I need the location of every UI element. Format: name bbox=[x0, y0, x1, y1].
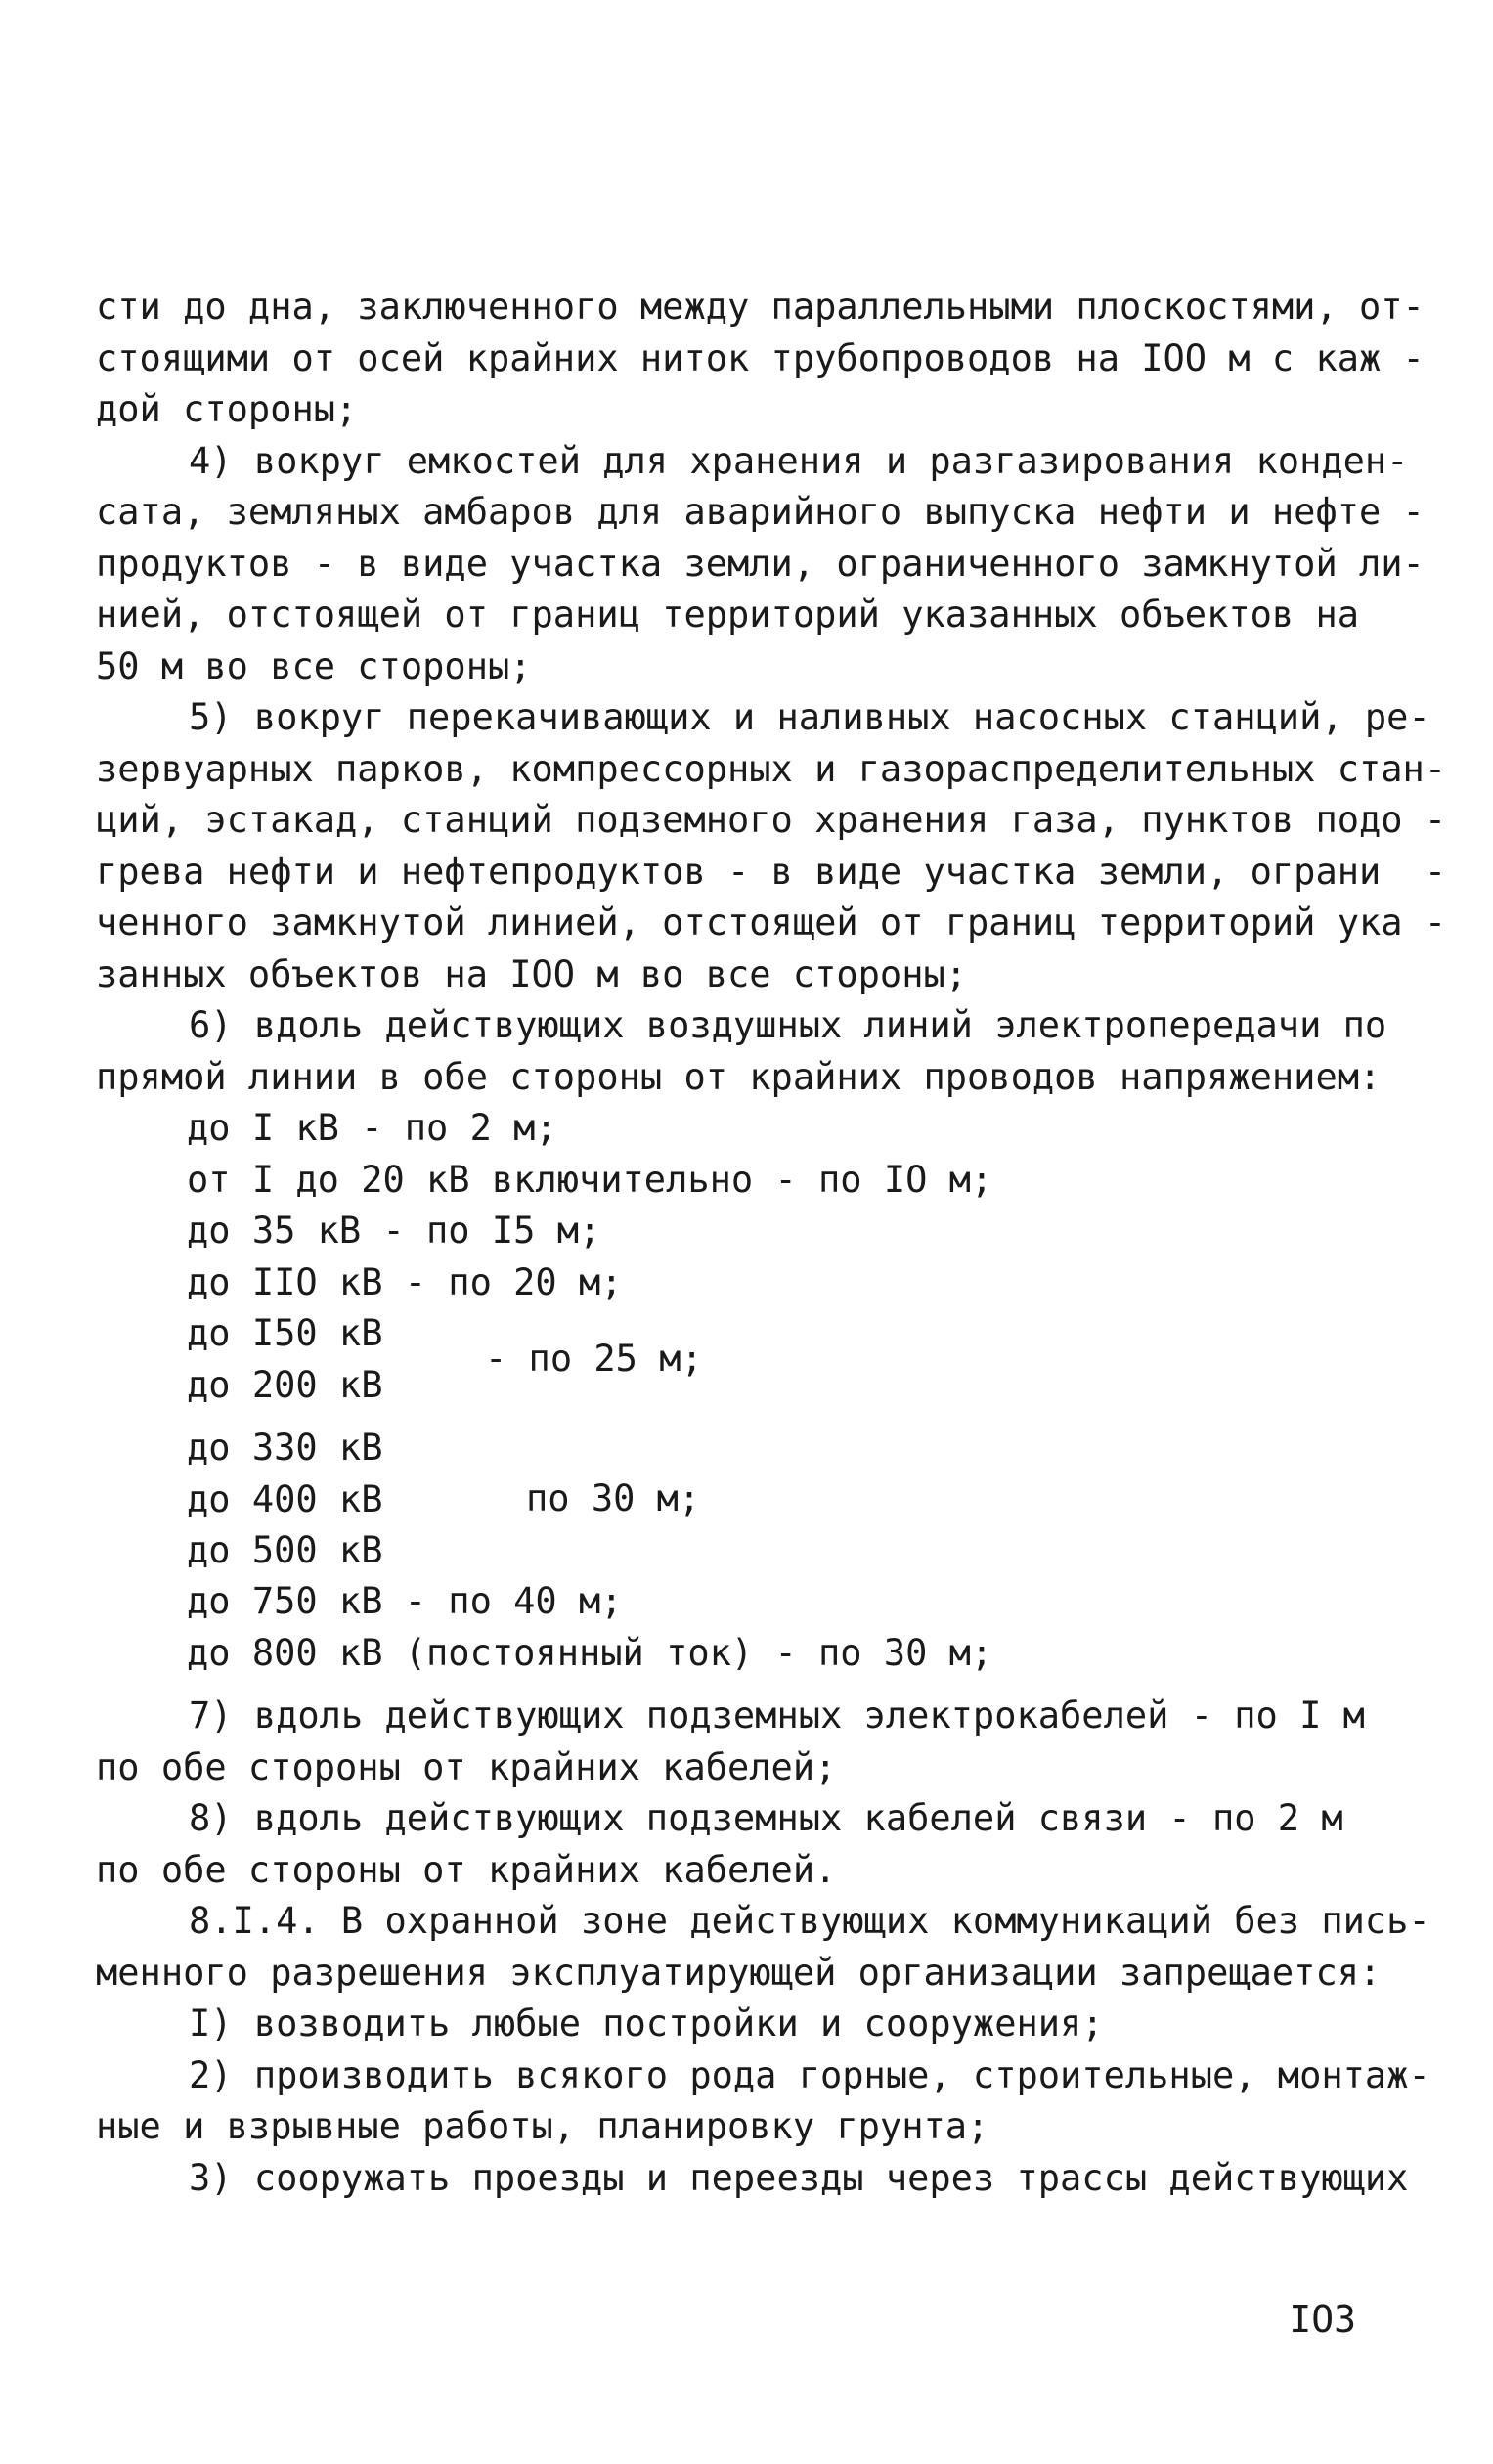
text-line: сата, земляных амбаров для аварийного выпуска нефти и нефте - bbox=[96, 491, 1425, 533]
text-line: ций, эстакад, станций подземного хранения газа, пунктов подо - bbox=[96, 799, 1447, 841]
text-line: ченного замкнутой линией, отстоящей от границ территорий ука - bbox=[96, 902, 1447, 944]
voltage-row: до 200 кВ bbox=[187, 1363, 383, 1406]
text-line: стоящими от осей крайних ниток трубопроводов на IOO м с каж - bbox=[96, 336, 1425, 379]
voltage-row: до 500 кВ bbox=[187, 1529, 383, 1571]
text-line: сти до дна, заключенного между параллельными плоскостями, от- bbox=[96, 286, 1425, 328]
spacer bbox=[96, 1679, 1377, 1691]
text-line: прямой линии в обе стороны от крайних проводов напряжением: bbox=[96, 1055, 1382, 1098]
voltage-row: до 400 кВ bbox=[187, 1477, 383, 1520]
voltage-group-330-500 bbox=[96, 1423, 1377, 1576]
voltage-group-150-200 bbox=[96, 1308, 1377, 1411]
text-line: по обе стороны от крайних кабелей; bbox=[96, 1745, 837, 1788]
subitem-1: I) возводить любые постройки и сооружения; bbox=[189, 2002, 1104, 2045]
voltage-row: до 35 кВ - по I5 м; bbox=[187, 1210, 601, 1252]
paragraph-item-4: 4) вокруг емкостей для хранения и разгазирования конден- bbox=[189, 439, 1409, 482]
subitem-3: 3) сооружать проезды и переезды через трассы действующих bbox=[189, 2156, 1409, 2199]
paragraph-item-5: 5) вокруг перекачивающих и наливных насосных станций, ре- bbox=[189, 696, 1430, 738]
text-line: дой стороны; bbox=[96, 388, 358, 430]
body-text bbox=[96, 282, 1447, 2204]
voltage-row: до 800 кВ (постоянный ток) - по 30 м; bbox=[187, 1631, 993, 1674]
text-line: 50 м во все стороны; bbox=[96, 644, 532, 687]
page-number: IO3 bbox=[1289, 2298, 1356, 2341]
text-line: зервуарных парков, компрессорных и газораспределительных стан- bbox=[96, 747, 1447, 790]
text-line: занных объектов на IOO м во все стороны; bbox=[96, 952, 968, 995]
text-line: грева нефти и нефтепродуктов - в виде участка земли, ограни - bbox=[96, 850, 1447, 893]
voltage-group-distance: - по 25 м; bbox=[485, 1338, 703, 1380]
text-line: ные и взрывные работы, планировку грунта; bbox=[96, 2105, 989, 2147]
spacer bbox=[96, 1411, 1377, 1423]
paragraph-item-6: 6) вдоль действующих воздушных линий электропередачи по bbox=[189, 1004, 1387, 1046]
text-line: по обе стороны от крайних кабелей. bbox=[96, 1848, 837, 1891]
text-line: продуктов - в виде участка земли, ограниченного замкнутой ли- bbox=[96, 542, 1425, 585]
subitem-2: 2) производить всякого рода горные, строительные, монтаж- bbox=[189, 2053, 1430, 2096]
voltage-row: до I кВ - по 2 м; bbox=[187, 1107, 557, 1149]
paragraph-item-8: 8) вдоль действующих подземных кабелей связи - по 2 м bbox=[189, 1797, 1343, 1839]
voltage-row: до IIO кВ - по 20 м; bbox=[187, 1260, 623, 1303]
voltage-row: до 330 кВ bbox=[187, 1427, 383, 1469]
voltage-group-distance: по 30 м; bbox=[526, 1477, 701, 1519]
voltage-row: до I50 кВ bbox=[187, 1312, 383, 1354]
voltage-row: от I до 20 кВ включительно - по IO м; bbox=[187, 1158, 993, 1201]
text-line: менного разрешения эксплуатирующей организации запрещается: bbox=[96, 1951, 1382, 1994]
voltage-row: до 750 кВ - по 40 м; bbox=[187, 1580, 623, 1622]
section-8-1-4: 8.I.4. В охранной зоне действующих коммуникаций без пись- bbox=[189, 1900, 1430, 1942]
text-line: нией, отстоящей от границ территорий указанных объектов на bbox=[96, 594, 1360, 636]
paragraph-item-7: 7) вдоль действующих подземных электрокабелей - по I м bbox=[189, 1694, 1365, 1737]
